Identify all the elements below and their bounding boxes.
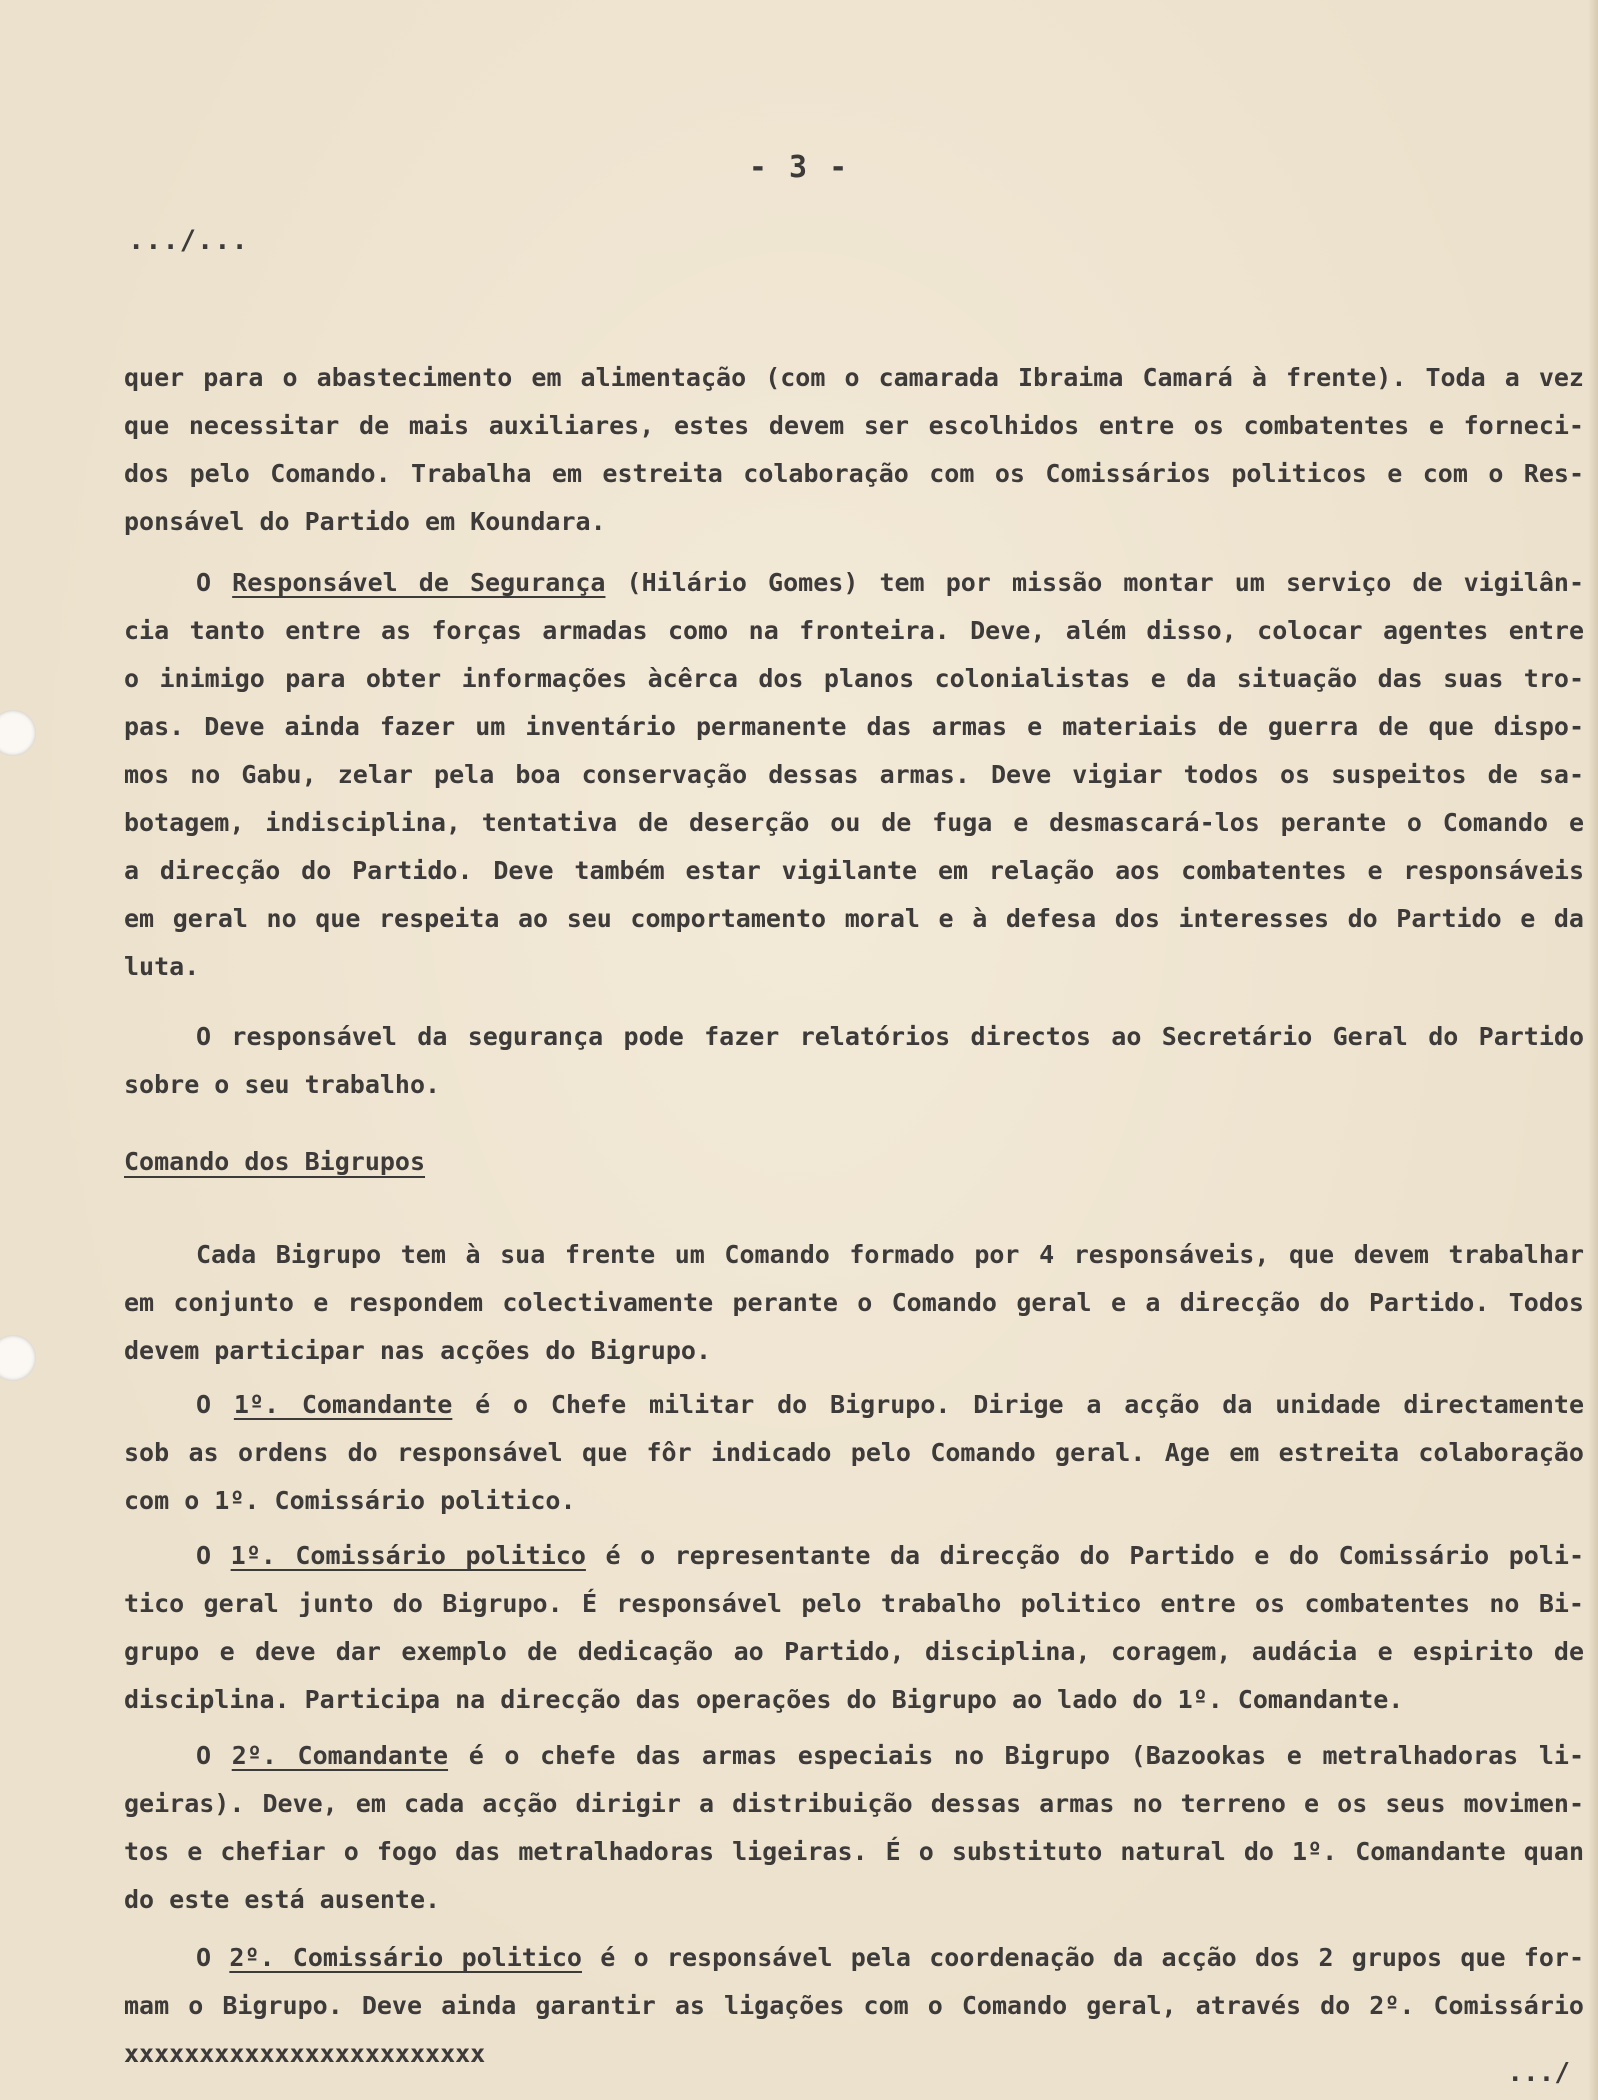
role-title-second-commander: 2º. Comandante — [231, 1741, 449, 1770]
text-line: a direcção do Partido. Deve também estar vigilante em relação aos combatentes e responsáveis — [124, 856, 1584, 885]
page-number: - 3 - — [748, 150, 850, 185]
punch-hole-bottom — [0, 1335, 36, 1381]
text-line: devem participar nas acções do Bigrupo. — [124, 1336, 711, 1365]
paragraph-bigroup-command — [124, 1231, 1584, 1375]
text-line: quer para o abastecimento em alimentação (com o camarada Ibraima Camará à frente). Toda a vez — [124, 363, 1584, 392]
text-line: mam o Bigrupo. Deve ainda garantir as ligações com o Comando geral, através do 2º. Comissário — [124, 1991, 1584, 2020]
paragraph-security-reports — [124, 1013, 1584, 1109]
role-title-security: Responsável de Segurança — [232, 568, 606, 597]
text-line: sob as ordens do responsável que fôr indicado pelo Comando geral. Age em estreita colaboração — [124, 1438, 1584, 1467]
paragraph-lead: O — [196, 1390, 234, 1419]
text-line: tico geral junto do Bigrupo. É responsável pelo trabalho politico entre os combatentes no Bi- — [124, 1589, 1584, 1618]
paragraph-lead: O — [196, 1943, 230, 1972]
text-line: do este está ausente. — [124, 1885, 441, 1914]
text-fragment: é o representante da direcção do Partido e do Comissário poli- — [585, 1541, 1584, 1570]
text-line: ponsável do Partido em Koundara. — [124, 507, 606, 536]
text-line — [124, 1732, 1584, 1780]
text-line — [124, 1381, 1584, 1429]
text-fragment: é o chefe das armas especiais no Bigrupo (Bazookas e metralhadoras li- — [448, 1741, 1584, 1770]
paragraph-first-commander — [124, 1381, 1584, 1525]
footer-continuation-mark: .../ — [1507, 2058, 1570, 2088]
text-line — [124, 1532, 1584, 1580]
paragraph-second-commander — [124, 1732, 1584, 1924]
paragraph-supply — [124, 354, 1584, 546]
role-title-second-commissar: 2º. Comissário politico — [229, 1943, 582, 1972]
text-fragment: é o Chefe militar do Bigrupo. Dirige a acção da unidade directamente — [452, 1390, 1584, 1419]
text-line: botagem, indisciplina, tentativa de deserção ou de fuga e desmascará-los perante o Comando e — [124, 808, 1584, 837]
text-line: disciplina. Participa na direcção das operações do Bigrupo ao lado do 1º. Comandante. — [124, 1685, 1404, 1714]
text-line: sobre o seu trabalho. — [124, 1070, 441, 1099]
text-line: em geral no que respeita ao seu comportamento moral e à defesa dos interesses do Partido e da — [124, 904, 1584, 933]
text-line: em conjunto e respondem colectivamente perante o Comando geral e a direcção do Partido. Todos — [124, 1288, 1584, 1317]
continuation-mark: .../... — [128, 225, 249, 256]
paragraph-lead: O — [196, 568, 233, 597]
text-line: Cada Bigrupo tem à sua frente um Comando formado por 4 responsáveis, que devem trabalhar — [196, 1240, 1584, 1269]
text-line: que necessitar de mais auxiliares, estes devem ser escolhidos entre os combatentes e forneci- — [124, 411, 1584, 440]
text-line: mos no Gabu, zelar pela boa conservação dessas armas. Deve vigiar todos os suspeitos de sa- — [124, 760, 1584, 789]
page-edge-shadow — [1588, 0, 1598, 2100]
section-heading: Comando dos Bigrupos — [124, 1147, 426, 1176]
paragraph-first-commissar — [124, 1532, 1584, 1724]
text-line: grupo e deve dar exemplo de dedicação ao Partido, disciplina, coragem, audácia e espirito de — [124, 1637, 1584, 1666]
text-line: o inimigo para obter informações àcêrca dos planos colonialistas e da situação das suas tro- — [124, 664, 1584, 693]
text-fragment: é o responsável pela coordenação da acção dos 2 grupos que for- — [581, 1943, 1584, 1972]
text-line — [124, 1934, 1584, 1982]
text-fragment: (Hilário Gomes) tem por missão montar um serviço de vigilân- — [605, 568, 1584, 597]
punch-hole-top — [0, 710, 36, 756]
struck-out-line — [124, 2030, 1584, 2078]
paragraph-security-officer — [124, 559, 1584, 991]
text-line: O responsável da segurança pode fazer relatórios directos ao Secretário Geral do Partido — [196, 1022, 1584, 1051]
role-title-first-commissar: 1º. Comissário politico — [230, 1541, 586, 1570]
text-line: tos e chefiar o fogo das metralhadoras ligeiras. É o substituto natural do 1º. Comandante quan — [124, 1837, 1584, 1866]
text-line: com o 1º. Comissário politico. — [124, 1486, 576, 1515]
paragraph-second-commissar — [124, 1934, 1584, 2078]
text-line: pas. Deve ainda fazer um inventário permanente das armas e materiais de guerra de que dispo- — [124, 712, 1584, 741]
paragraph-lead: O — [196, 1541, 231, 1570]
text-line — [124, 559, 1584, 607]
struck-out-text: xxxxxxxxxxxxxxxxxxxxxxxx — [124, 2039, 486, 2068]
paragraph-lead: O — [196, 1741, 232, 1770]
text-line: cia tanto entre as forças armadas como na fronteira. Deve, além disso, colocar agentes entre — [124, 616, 1584, 645]
text-line: dos pelo Comando. Trabalha em estreita colaboração com os Comissários politicos e com o Res- — [124, 459, 1584, 488]
role-title-first-commander: 1º. Comandante — [233, 1390, 453, 1419]
text-line: geiras). Deve, em cada acção dirigir a distribuição dessas armas no terreno e os seus movimen- — [124, 1789, 1584, 1818]
text-line: luta. — [124, 952, 200, 981]
